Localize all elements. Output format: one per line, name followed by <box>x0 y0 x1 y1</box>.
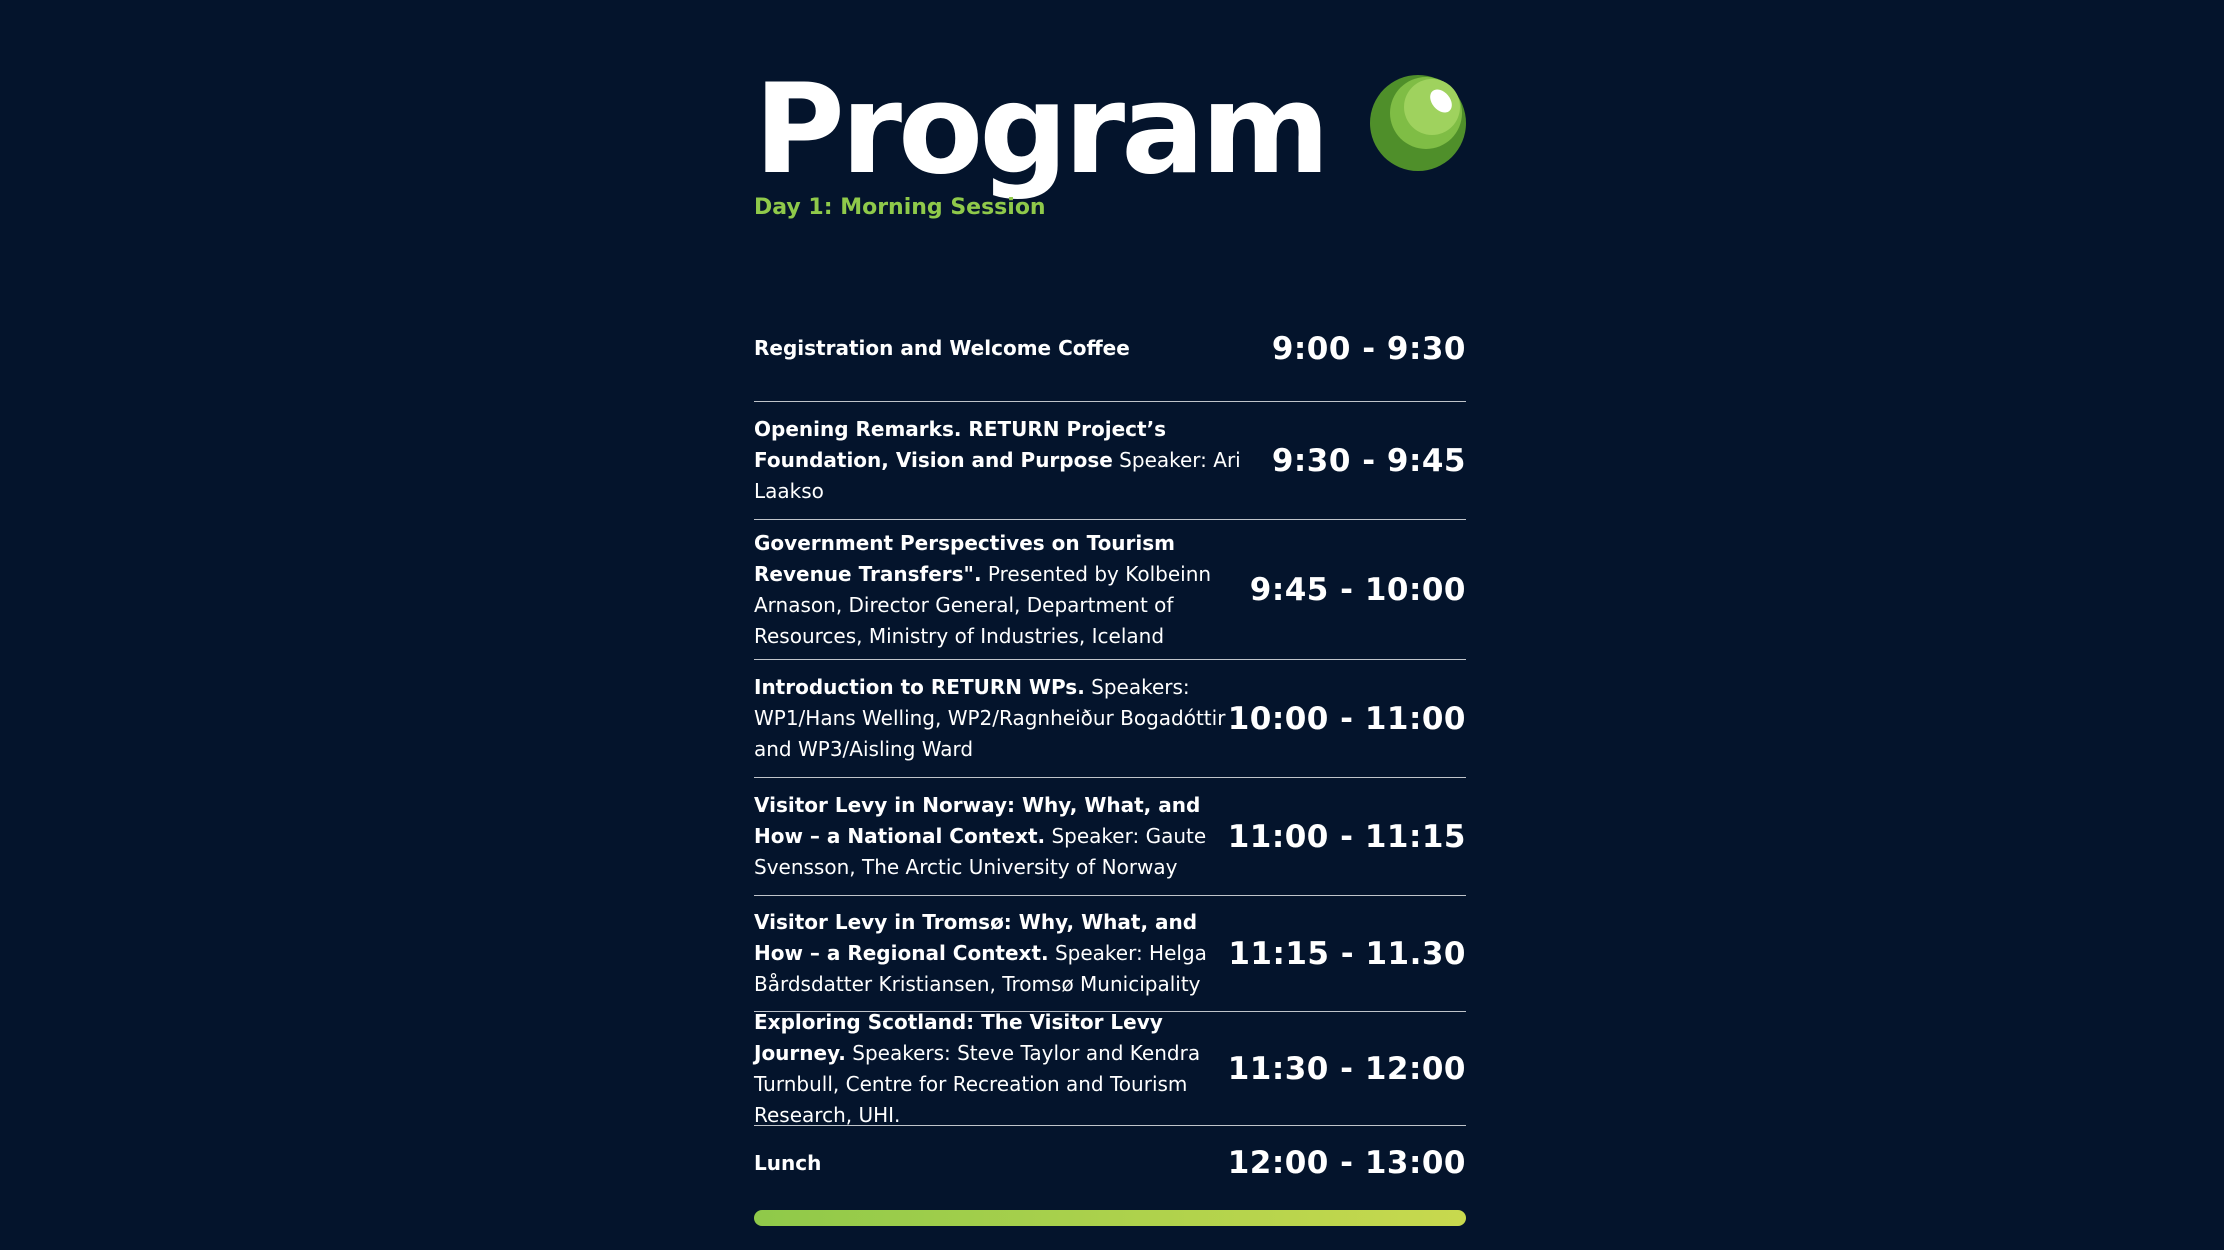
session-description <box>754 333 1266 364</box>
session-description <box>754 1148 1228 1179</box>
session-time: 11:30 - 12:00 <box>1227 1050 1466 1087</box>
schedule-row <box>754 402 1466 520</box>
schedule-row <box>754 1126 1466 1200</box>
session-detail: Speakers: WP1/Hans Welling, WP2/Ragnheiður Bogadóttir and WP3/Aisling Ward <box>754 675 1226 761</box>
session-time: 9:30 - 9:45 <box>1271 442 1466 479</box>
session-title: Visitor Levy in Norway: Why, What, and How – a National Context. <box>754 793 1201 848</box>
session-title: Opening Remarks. RETURN Project’s Foundation, Vision and Purpose <box>754 417 1167 472</box>
session-description <box>754 907 1228 1000</box>
session-time: 11:00 - 11:15 <box>1227 818 1466 855</box>
session-title: Registration and Welcome Coffee <box>754 336 1130 360</box>
session-time: 10:00 - 11:00 <box>1227 700 1466 737</box>
session-time: 9:00 - 9:30 <box>1271 330 1466 367</box>
schedule-list <box>754 296 1466 1200</box>
session-description <box>754 672 1228 765</box>
session-description <box>754 790 1228 883</box>
session-time: 9:45 - 10:00 <box>1249 571 1466 608</box>
session-subtitle: Day 1: Morning Session <box>754 195 1046 220</box>
schedule-row <box>754 520 1466 660</box>
session-detail: Speaker: Ari Laakso <box>754 448 1241 503</box>
schedule-row <box>754 1009 1466 1127</box>
session-time: 11:15 - 11.30 <box>1228 935 1466 972</box>
header <box>754 60 1466 228</box>
schedule-row <box>754 660 1466 778</box>
session-title: Introduction to RETURN WPs. <box>754 675 1085 699</box>
accent-bar <box>754 1210 1466 1226</box>
session-title: Lunch <box>754 1150 822 1175</box>
session-title: Visitor Levy in Tromsø: Why, What, and How – a Regional Context. <box>754 910 1198 965</box>
session-description <box>754 414 1266 507</box>
green-ball-icon <box>1370 75 1466 171</box>
session-title: Government Perspectives on Tourism Revenue Transfers". <box>754 530 1176 586</box>
session-time: 12:00 - 13:00 <box>1227 1145 1466 1181</box>
schedule-row <box>754 778 1466 896</box>
session-detail: Presented by Kolbeinn Arnason, Director General, Department of Resources, Ministry of Industries, Iceland <box>754 561 1212 648</box>
schedule-row <box>754 896 1466 1012</box>
schedule-row <box>754 296 1466 402</box>
session-detail: Speakers: Steve Taylor and Kendra Turnbull, Centre for Recreation and Tourism Research, UHI. <box>754 1040 1201 1127</box>
page-title: Program <box>754 58 1327 202</box>
program-slide <box>754 58 1466 1181</box>
session-description <box>754 528 1250 652</box>
session-detail: Speaker: Gaute Svensson, The Arctic University of Norway <box>754 824 1207 879</box>
session-detail: Speaker: Helga Bårdsdatter Kristiansen, Tromsø Municipality <box>754 941 1207 996</box>
session-description <box>754 1007 1228 1131</box>
session-title: Exploring Scotland: The Visitor Levy Journey. <box>754 1009 1163 1065</box>
